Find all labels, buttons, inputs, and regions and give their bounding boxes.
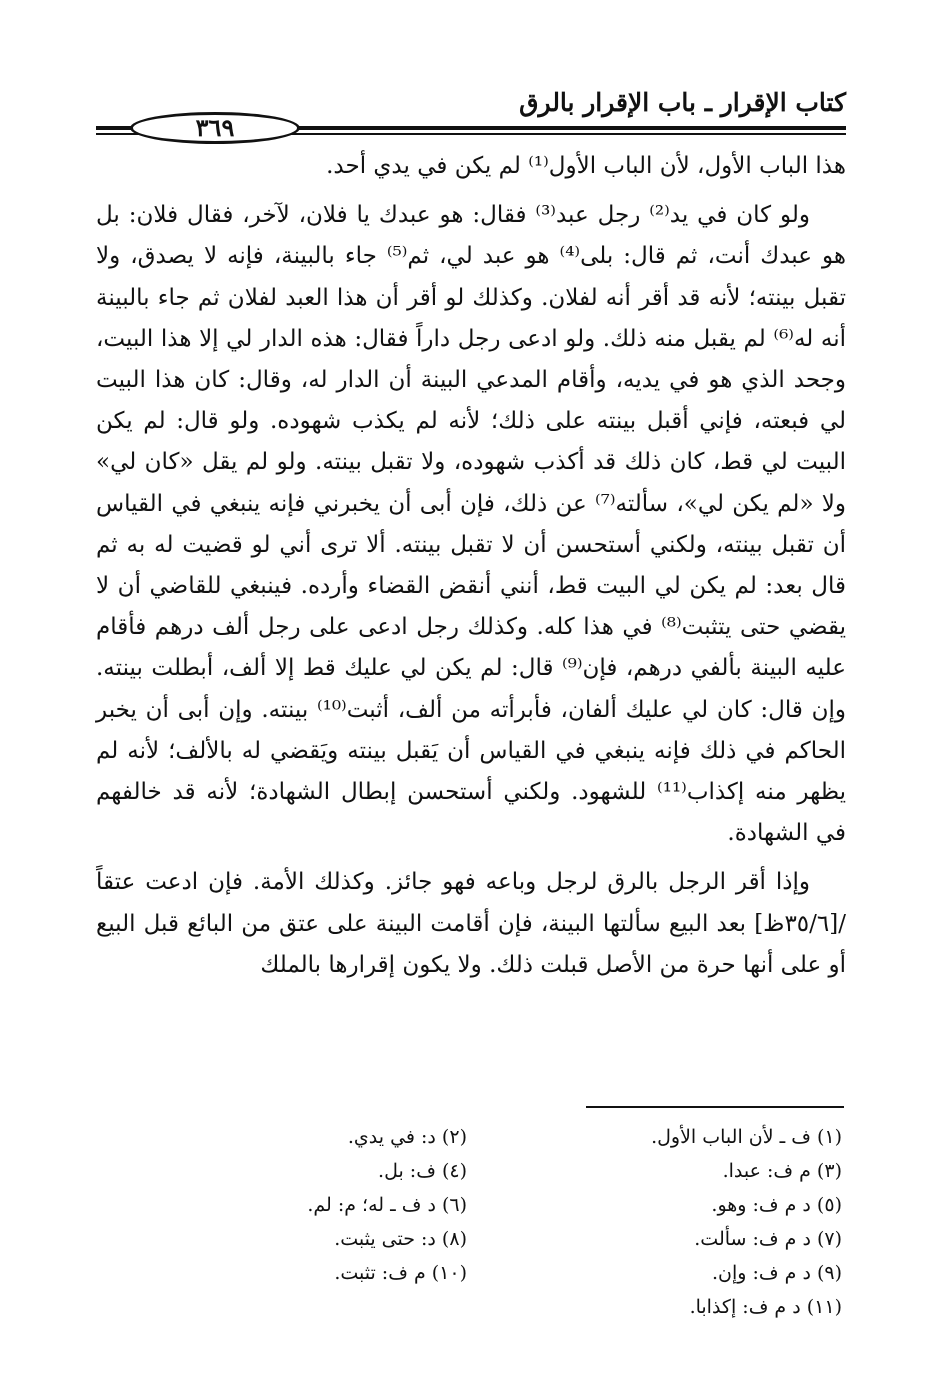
paragraph-gap [96,187,846,195]
footnotes [96,1120,846,1324]
footnote: (٤) ف: بل. [378,1160,467,1182]
running-title: كتاب الإقرار ـ باب الإقرار بالرق [519,88,846,117]
page-number-badge [130,112,300,144]
footnote-row [96,1188,846,1222]
page-number: ٣٦٩ [195,113,235,142]
footnote-row [96,1290,846,1324]
footnote-separator [586,1106,844,1108]
footnote-row [96,1256,846,1290]
footnote-row [96,1120,846,1154]
paragraph-gap [96,854,846,862]
footnote-row [96,1222,846,1256]
paragraph: هذا الباب الأول، لأن الباب الأول⁽¹⁾ لم يكن في يدي أحد. [326,153,846,179]
page-header [96,84,846,144]
footnote: (٩) د م ف: وإن. [712,1262,842,1284]
footnote: (٧) د م ف: سألت. [694,1228,842,1250]
footnote-row [96,1154,846,1188]
footnote: (٣) م ف: عبدا. [722,1160,842,1182]
footnote: (٦) د ف ـ له؛ م: لم. [307,1194,467,1216]
paragraph: ولو كان في يد⁽²⁾ رجل عبد⁽³⁾ فقال: هو عبدك يا فلان، لآخر، فقال فلان: بل هو عبدك أنت، ثم قال: بلى⁽⁴⁾ هو عبد لي، ثم⁽⁵⁾ جاء بالبينة، فإنه لا يصدق، ولا تقبل بينته؛ لأنه قد أقر أنه لفلان. وكذلك لو أقر أن هذا العبد لفلان ثم جاء بالبينة أنه له⁽⁶⁾ لم يقبل منه ذلك. ولو ادعى رجل داراً فقال: هذه الدار لي إلا هذا البيت، وجحد الذي هو في يديه، وأقام المدعي البينة أن الدار له، وقال: كان هذا البيت لي فبعته، فإني أقبل بينته على ذلك؛ لأنه لم يكذب شهوده. ولو قال: لم يكن البيت لي قط، كان ذلك قد أكذب شهوده، ولا تقبل بينته. ولو لم يقل «كان لي» ولا «لم يكن لي»، سألته⁽⁷⁾ عن ذلك، فإن أبى أن يخبرني فإنه ينبغي في القياس أن تقبل بينته، ولكني أستحسن أن لا تقبل بينته. ألا ترى أني لو قضيت له به ثم قال بعد: لم يكن لي البيت قط، أنني أنقض القضاء وأرده. فينبغي للقاضي أن لا يقضي حتى يتثبت⁽⁸⁾ في هذا كله. وكذلك رجل ادعى على رجل ألف درهم فأقام عليه البينة بألفي درهم، فإن⁽⁹⁾ قال: لم يكن لي عليك قط إلا ألف، أبطلت بينته. وإن قال: كان لي عليك ألفان، فأبرأته من ألف، أثبت⁽¹⁰⁾ بينته. وإن أبى أن يخبر الحاكم في ذلك فإنه ينبغي في القياس أن يَقبل بينته ويَقضي له بالألف؛ لأنه لم يظهر منه إكذاب⁽¹¹⁾ للشهود. ولكني أستحسن إبطال الشهادة؛ لأنه قد خالفهم في الشهادة. [96,202,847,847]
footnote: (٨) د: حتى يثبت. [334,1228,467,1250]
main-text [96,146,846,986]
footnote: (٥) د م ف: وهو. [711,1194,842,1216]
footnote: (١١) د م ف: إكذابا. [689,1296,842,1318]
paragraph: وإذا أقر الرجل بالرق لرجل وباعه فهو جائز. وكذلك الأمة. فإن ادعت عتقاً /[٣٥/٦ظ] بعد البيع سألتها البينة، فإن أقامت البينة على عتق من البائع قبل البيع أو على أنها حرة من الأصل قبلت ذلك. ولا يكون إقرارها بالملك [96,869,846,978]
footnote: (١) ف ـ لأن الباب الأول. [651,1126,842,1148]
footnote: (٢) د: في يدي. [347,1126,467,1148]
footnote: (١٠) م ف: تثبت. [334,1262,467,1284]
